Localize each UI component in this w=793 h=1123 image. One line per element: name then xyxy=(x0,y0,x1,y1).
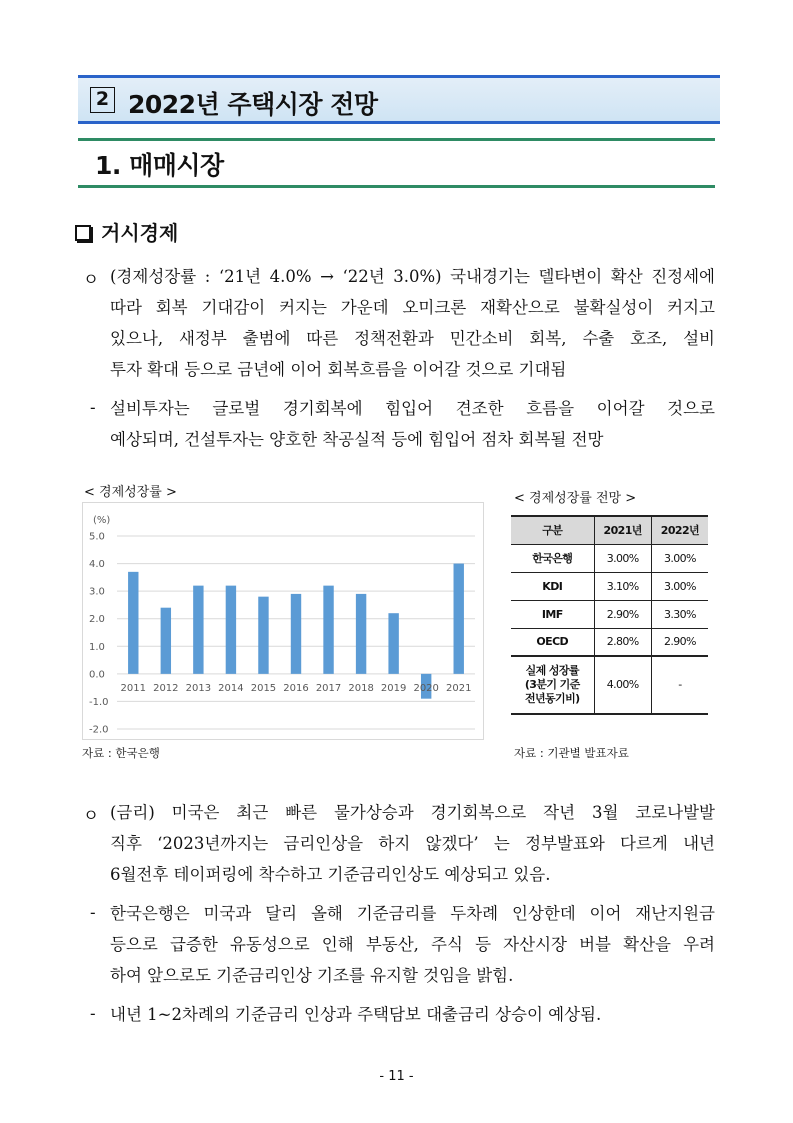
circle-bullet: ㅇ xyxy=(83,270,99,289)
chart-canvas xyxy=(83,503,483,739)
table-row xyxy=(511,544,708,572)
text-line: (경제성장률 : ‘21년 4.0% → ‘22년 3.0%) 국내경기는 델타변이 확산 진정세에 xyxy=(110,267,715,286)
y-tick-label: -1.0 xyxy=(89,696,109,708)
x-tick-label: 2015 xyxy=(250,682,277,694)
y-tick-label: 4.0 xyxy=(89,559,105,571)
x-tick-label: 2016 xyxy=(283,682,309,694)
bar-2018 xyxy=(356,594,366,674)
subsection-title: 거시경제 xyxy=(101,221,179,245)
label-line: 실제 성장률 xyxy=(525,664,579,677)
bar-2014 xyxy=(226,586,236,674)
cell-value: 2.90% xyxy=(594,600,651,628)
bar-2017 xyxy=(323,586,333,674)
x-tick-label: 2012 xyxy=(153,682,179,694)
growth-bar-chart xyxy=(82,502,484,740)
chapter-title-box xyxy=(78,75,720,124)
bar-2013 xyxy=(193,586,203,674)
y-axis-unit-label: (%) xyxy=(93,515,111,526)
row-label: IMF xyxy=(511,600,594,628)
table-source: 자료 : 기관별 발표자료 xyxy=(514,746,629,760)
subsection-heading xyxy=(75,217,178,246)
paragraph-bok xyxy=(110,898,715,991)
text-line: 있으나, 새정부 출범에 따른 정책전환과 민간소비 회복, 수출 호조, 설비 xyxy=(110,329,715,348)
row-label: OECD xyxy=(511,628,594,656)
label-line: (3분기 기준 xyxy=(524,678,580,691)
dash-bullet: - xyxy=(90,903,96,922)
paragraph-interest xyxy=(110,797,715,890)
bar-2012 xyxy=(161,608,171,674)
y-tick-label: 0.0 xyxy=(89,669,105,681)
y-tick-label: 5.0 xyxy=(89,531,105,543)
text-line: 따라 회복 기대감이 커지는 가운데 오미크론 재확산으로 불확실성이 커지고 xyxy=(110,298,715,317)
cell-value: 3.10% xyxy=(594,572,651,600)
bar-2011 xyxy=(128,572,138,674)
row-label: KDI xyxy=(511,572,594,600)
chart-caption: < 경제성장률 > xyxy=(84,485,177,500)
header-cell: 2021년 xyxy=(594,516,651,544)
text-line: 등으로 급증한 유동성으로 인해 부동산, 주식 등 자산시장 버블 확산을 우려 xyxy=(110,935,715,954)
table-row-actual xyxy=(511,656,708,714)
paragraph-growth xyxy=(110,261,715,385)
cell-value: 3.00% xyxy=(651,572,708,600)
text-line: 직후 ‘2023년까지는 금리인상을 하지 않겠다’ 는 정부발표와 다르게 내년 xyxy=(110,834,715,853)
text-line: (금리) 미국은 최근 빠른 물가상승과 경기회복으로 작년 3월 코로나발발 xyxy=(110,803,715,822)
dash-bullet: - xyxy=(90,398,96,417)
y-tick-label: 3.0 xyxy=(89,586,105,598)
bar-2016 xyxy=(291,594,301,674)
table-row xyxy=(511,572,708,600)
table-row xyxy=(511,600,708,628)
bar-2019 xyxy=(388,613,398,674)
x-tick-label: 2020 xyxy=(413,682,439,694)
text-line: 내년 1~2차례의 기준금리 인상과 주택담보 대출금리 상승이 예상됨. xyxy=(110,1005,602,1024)
text-line: 6월전후 테이퍼링에 착수하고 기준금리인상도 예상되고 있음. xyxy=(110,865,551,884)
page-number: - 11 - xyxy=(379,1069,414,1084)
chart-source: 자료 : 한국은행 xyxy=(82,746,160,760)
header-cell: 구분 xyxy=(511,516,594,544)
paragraph-investment xyxy=(110,393,715,455)
bar-2015 xyxy=(258,597,268,674)
cell-value: 4.00% xyxy=(594,656,651,714)
forecast-table xyxy=(511,515,708,715)
section-top-rule xyxy=(78,138,715,141)
x-tick-label: 2018 xyxy=(348,682,374,694)
cell-value: 2.80% xyxy=(594,628,651,656)
x-tick-label: 2011 xyxy=(120,682,146,694)
x-tick-label: 2014 xyxy=(218,682,244,694)
table-caption: < 경제성장률 전망 > xyxy=(514,491,637,506)
chapter-title: 2022년 주택시장 전망 xyxy=(128,90,378,119)
x-tick-label: 2021 xyxy=(446,682,472,694)
checkbox-square-icon xyxy=(75,225,91,241)
chapter-number: 2 xyxy=(90,87,115,113)
row-label: 한국은행 xyxy=(511,544,594,572)
x-tick-label: 2017 xyxy=(315,682,342,694)
section-bottom-rule xyxy=(78,185,715,188)
label-line: 전년동기비) xyxy=(524,692,580,705)
bar-2021 xyxy=(454,564,464,674)
cell-value: 3.30% xyxy=(651,600,708,628)
table-header-row xyxy=(511,516,708,544)
y-tick-label: 1.0 xyxy=(89,641,105,653)
text-line: 한국은행은 미국과 달리 올해 기준금리를 두차례 인상한데 이어 재난지원금 xyxy=(110,904,715,923)
x-tick-label: 2013 xyxy=(185,682,212,694)
section-title: 1. 매매시장 xyxy=(95,151,224,180)
dash-bullet: - xyxy=(90,1004,96,1023)
paragraph-outlook xyxy=(110,999,715,1030)
header-cell: 2022년 xyxy=(651,516,708,544)
text-line: 예상되며, 건설투자는 양호한 착공실적 등에 힘입어 점차 회복될 전망 xyxy=(110,430,604,449)
circle-bullet: ㅇ xyxy=(83,806,99,825)
row-label-actual xyxy=(511,656,594,714)
cell-value: 3.00% xyxy=(651,544,708,572)
text-line: 투자 확대 등으로 금년에 이어 회복흐름을 이어갈 것으로 기대됨 xyxy=(110,360,567,379)
text-line: 설비투자는 글로벌 경기회복에 힘입어 견조한 흐름을 이어갈 것으로 xyxy=(110,399,715,418)
text-line: 하여 앞으로도 기준금리인상 기조를 유지할 것임을 밝힘. xyxy=(110,966,514,985)
x-tick-label: 2019 xyxy=(380,682,407,694)
cell-value: - xyxy=(651,656,708,714)
y-tick-label: -2.0 xyxy=(89,724,109,736)
cell-value: 3.00% xyxy=(594,544,651,572)
cell-value: 2.90% xyxy=(651,628,708,656)
y-tick-label: 2.0 xyxy=(89,614,105,626)
table-row xyxy=(511,628,708,656)
